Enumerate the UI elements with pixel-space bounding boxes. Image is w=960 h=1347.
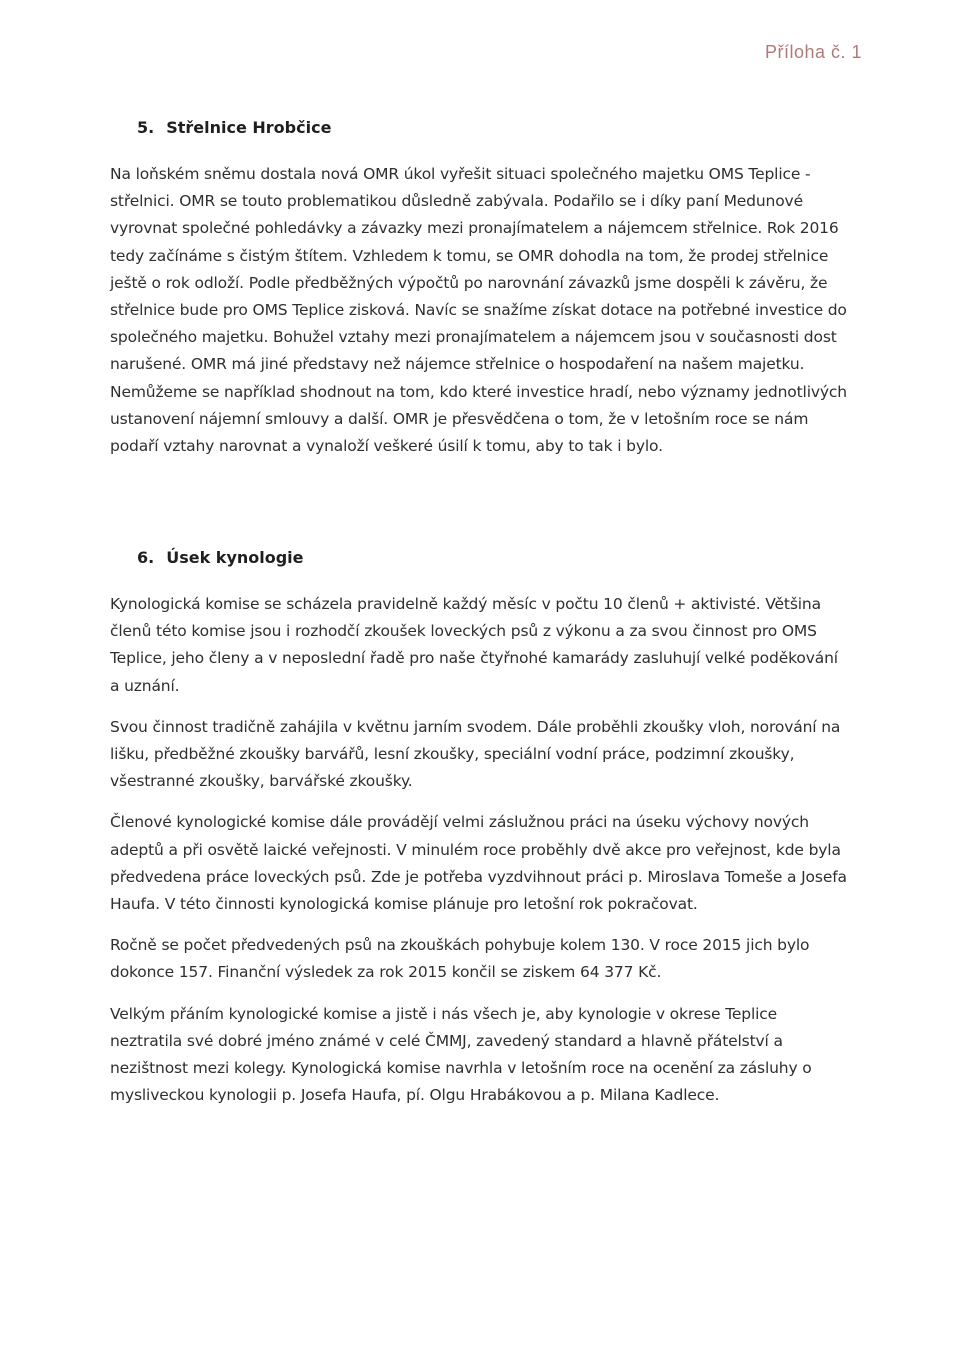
section-number: 6.: [137, 548, 155, 567]
paragraph: Na loňském sněmu dostala nová OMR úkol vyřešit situaci společného majetku OMS Teplice - střelnici. OMR se touto problematikou důsledně zabývala. Podařilo se i díky paní Medunové vyrovnat společné pohledávky a závazky mezi pronajímatelem a nájemcem střelnice. Rok 2016 tedy začínáme s čistým štítem. Vzhledem k tomu, se OMR dohodla na tom, že prodej střelnice ještě o rok odloží. Podle předběžných výpočtů po narovnání závazků jsme dospěli k závěru, že střelnice bude pro OMS Teplice zisková. Navíc se snažíme získat dotace na potřebné investice do společného majetku. Bohužel vztahy mezi pronajímatelem a nájemcem jsou v současnosti dost narušené. OMR má jiné představy než nájemce střelnice o hospodaření na našem majetku. Nemůžeme se například shodnout na tom, kdo které investice hradí, nebo významy jednotlivých ustanovení nájemní smlouvy a další. OMR je přesvědčena o tom, že v letošním roce se nám podaří vztahy narovnat a vynaloží veškeré úsilí k tomu, aby to tak i bylo.: [110, 165, 847, 456]
paragraph: Členové kynologické komise dále provádějí velmi záslužnou práci na úseku výchovy nových adeptů a při osvětě laické veřejnosti. V minulém roce proběhly dvě akce pro veřejnost, kde byla předvedena práce loveckých psů. Zde je potřeba vyzdvihnout práci p. Miroslava Tomeše a Josefa Haufa. V této činnosti kynologická komise plánuje pro letošní rok pokračovat.: [110, 813, 847, 914]
section-title: Úsek kynologie: [166, 548, 304, 567]
paragraph: Ročně se počet předvedených psů na zkouškách pohybuje kolem 130. V roce 2015 jich bylo dokonce 157. Finanční výsledek za rok 2015 končil se ziskem 64 377 Kč.: [110, 936, 810, 982]
paragraph: Velkým přáním kynologické komise a jistě i nás všech je, aby kynologie v okrese Teplice neztratila své dobré jméno známé v celé ČMMJ, zavedený standard a hlavně přátelství a nezištnost mezi kolegy. Kynologická komise navrhla v letošním roce na ocenění za zásluhy o mysliveckou kynologii p. Josefa Haufa, pí. Olgu Hrabákovou a p. Milana Kadlece.: [110, 1004, 812, 1105]
section-cynology: [110, 548, 850, 1109]
document-body: [110, 118, 850, 1105]
section-heading: [137, 118, 850, 137]
annex-label: Příloha č. 1: [765, 42, 863, 62]
paragraph: Kynologická komise se scházela pravidelně každý měsíc v počtu 10 členů + aktivisté. Většina členů této komise jsou i rozhodčí zkoušek loveckých psů z výkonu a za svou činnost pro OMS Teplice, jeho členy a v neposlední řadě pro naše čtyřnohé kamarády zasluhují velké poděkování a uznání.: [110, 595, 838, 695]
section-title: Střelnice Hrobčice: [166, 118, 332, 137]
section-shooting-range: [110, 118, 850, 460]
section-number: 5.: [137, 118, 155, 137]
paragraph: Svou činnost tradičně zahájila v květnu jarním svodem. Dále proběhli zkoušky vloh, norování na lišku, předběžné zkoušky barvářů, lesní zkoušky, speciální vodní práce, podzimní zkoušky, všestranné zkoušky, barvářské zkoušky.: [110, 717, 841, 791]
section-heading: [137, 548, 850, 567]
